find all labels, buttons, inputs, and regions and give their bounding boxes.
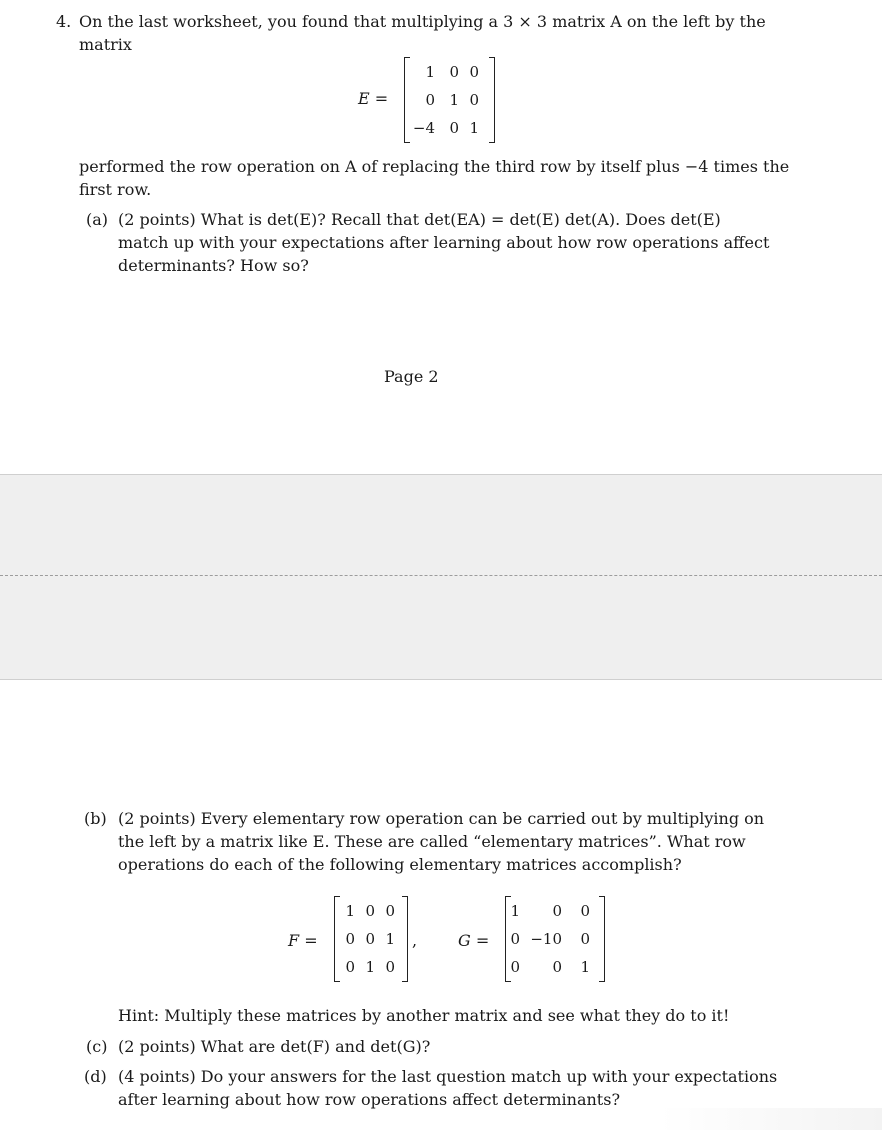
matrix-e-cell: 0 [425,90,435,109]
matrix-g-cell: 0 [552,957,562,976]
page-break-divider [0,575,882,576]
part-b-line2: the left by a matrix like E. These are called “elementary matrices”. What row [118,832,746,851]
matrix-f-cell: 1 [385,929,395,948]
part-a-line3: determinants? How so? [118,256,309,275]
matrix-f-cell: 0 [385,957,395,976]
part-b-line3: operations do each of the following elementary matrices accomplish? [118,855,682,874]
matrix-f [334,897,408,981]
matrix-g-cell: 0 [580,901,590,920]
page-break-gap [0,474,882,680]
part-d-label: (d) [84,1067,107,1086]
matrix-g-cell: 1 [580,957,590,976]
matrix-e-cell: 0 [449,118,459,137]
scroll-edge-shadow [660,1108,882,1130]
problem-number: 4. [56,12,72,31]
matrix-f-label: F = [288,931,318,950]
matrix-e-cell: 1 [425,62,435,81]
part-a-label: (a) [86,210,109,229]
matrix-e-cell: 0 [449,62,459,81]
matrix-f-cell: 0 [345,957,355,976]
part-b-label: (b) [84,809,107,828]
matrix-e-label: E = [358,89,389,108]
matrix-g-cell: 0 [552,901,562,920]
part-d-line1: (4 points) Do your answers for the last question match up with your expectations [118,1067,778,1086]
matrix-g-label: G = [458,931,490,950]
matrix-f-cell: 1 [365,957,375,976]
part-c-line1: (2 points) What are det(F) and det(G)? [118,1037,431,1056]
part-c-label: (c) [86,1037,108,1056]
matrix-e-cell: 1 [449,90,459,109]
matrix-f-cell: 1 [345,901,355,920]
matrix-g-cell: 0 [580,929,590,948]
problem-after-line2: first row. [79,180,152,199]
matrix-e-cell: −4 [412,118,435,137]
problem-after-line1: performed the row operation on A of replacing the third row by itself plus −4 times the [79,157,790,176]
matrix-g-cell: −10 [530,929,562,948]
part-d-line2: after learning about how row operations affect determinants? [118,1090,621,1109]
matrix-f-cell: 0 [365,929,375,948]
part-b-line1: (2 points) Every elementary row operation can be carried out by multiplying on [118,809,765,828]
matrix-e-cell: 0 [469,62,479,81]
matrix-e [404,58,495,142]
matrix-f-cell: 0 [385,901,395,920]
part-b-hint: Hint: Multiply these matrices by another matrix and see what they do to it! [118,1006,730,1025]
problem-intro-line2: matrix [79,35,132,54]
page-number: Page 2 [384,367,439,386]
matrix-g-cell: 0 [510,929,520,948]
matrix-e-cell: 1 [469,118,479,137]
matrix-f-cell: 0 [345,929,355,948]
matrix-g-cell: 0 [510,957,520,976]
part-a-line1: (2 points) What is det(E)? Recall that det(EA) = det(E) det(A). Does det(E) [118,210,721,229]
part-a-line2: match up with your expectations after learning about how row operations affect [118,233,770,252]
matrix-g-cell: 1 [510,901,520,920]
matrix-e-cell: 0 [469,90,479,109]
matrix-separator: , [412,931,418,950]
problem-intro-line1: On the last worksheet, you found that multiplying a 3 × 3 matrix A on the left by the [79,12,766,31]
matrix-g [505,897,605,981]
matrix-f-cell: 0 [365,901,375,920]
